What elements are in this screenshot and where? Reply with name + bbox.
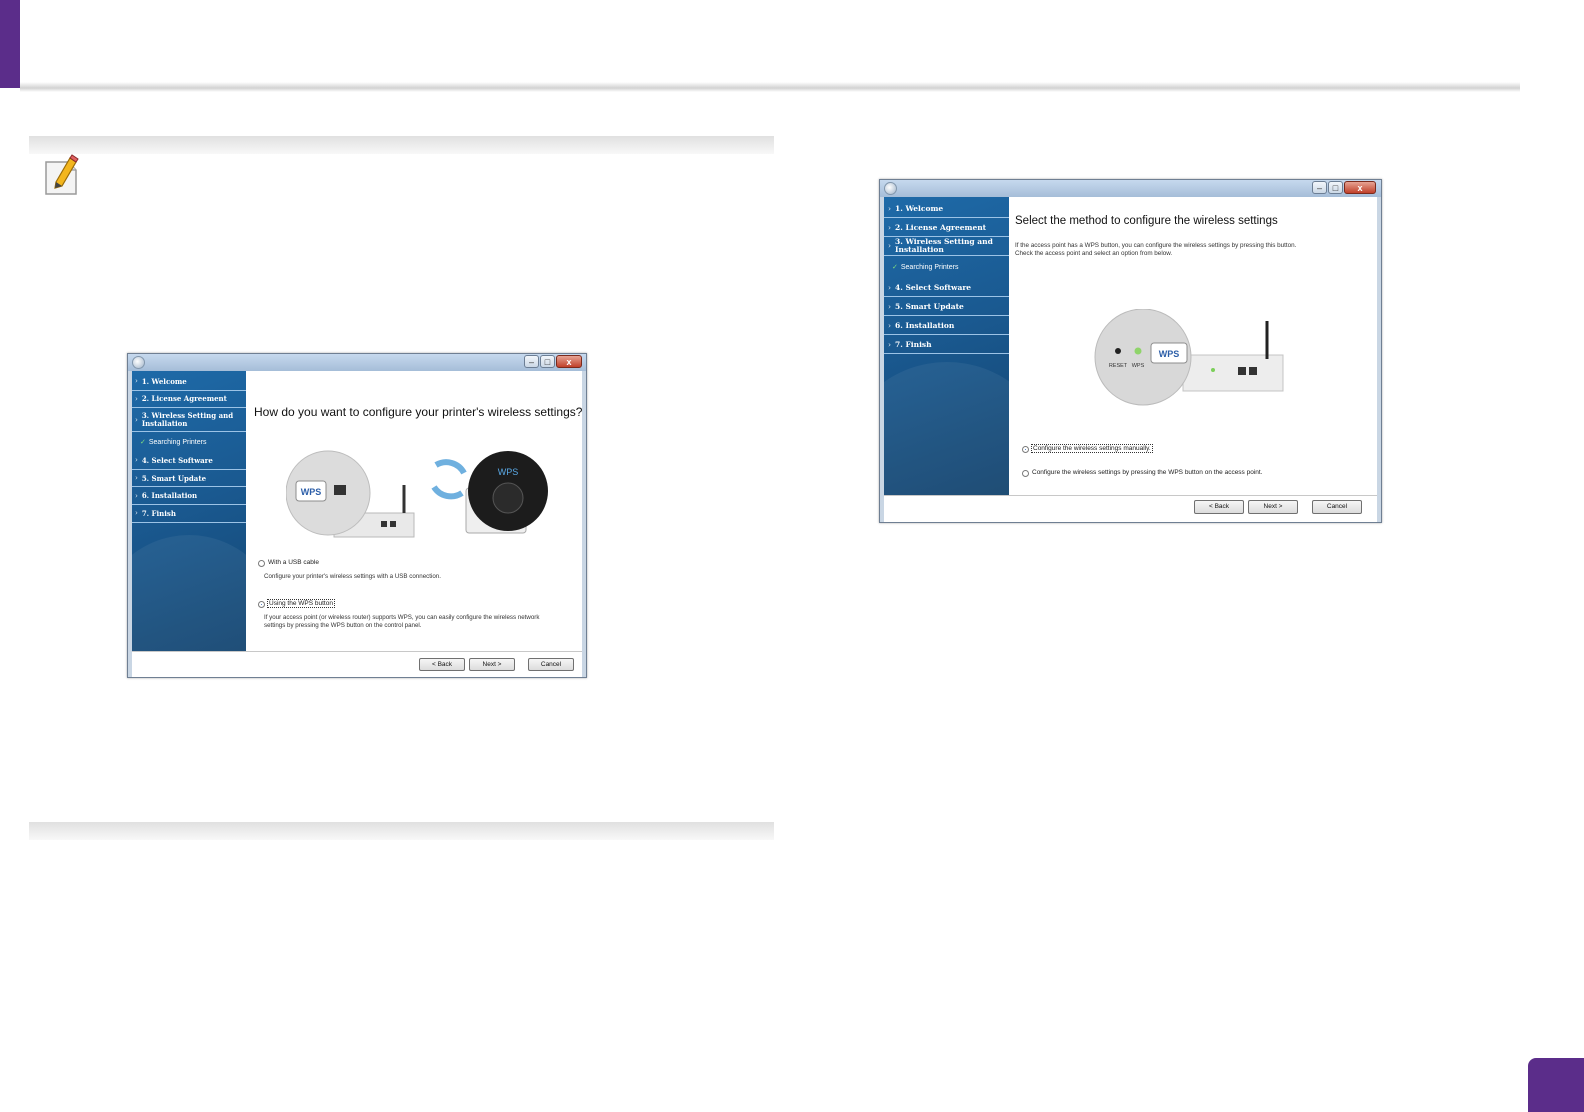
minimize-button[interactable]: – <box>1312 181 1327 194</box>
chevron-right-icon: › <box>888 282 891 292</box>
chevron-right-icon: › <box>135 474 138 483</box>
back-button[interactable]: < Back <box>1194 500 1244 514</box>
sidebar-step-license: › 2. License Agreement <box>132 391 246 409</box>
radio-wps-access-point[interactable] <box>1022 470 1029 477</box>
back-button[interactable]: < Back <box>419 658 465 671</box>
chevron-right-icon: › <box>135 394 138 403</box>
description-line1: If the access point has a WPS button, you can configure the wireless settings by pressing this button. <box>1015 242 1297 249</box>
sidebar-step-welcome: › 1. Welcome <box>884 199 1009 218</box>
wps-led-label: WPS <box>1131 363 1145 369</box>
sidebar-step-smart-update: › 5. Smart Update <box>884 297 1009 316</box>
app-icon <box>884 182 897 195</box>
chevron-right-icon: › <box>888 203 891 213</box>
option-wps-description-line1: If your access point (or wireless router) supports WPS, you can easily configure the wireless network <box>264 614 540 621</box>
sidebar-step-wireless-setting: › 3. Wireless Setting and Installation <box>132 408 246 432</box>
close-button[interactable]: x <box>556 355 582 368</box>
wizard-content <box>246 371 582 651</box>
option-usb-label[interactable]: With a USB cable <box>268 559 319 566</box>
radio-configure-manually[interactable] <box>1022 446 1029 453</box>
page-heading: Select the method to configure the wireless settings <box>1015 215 1278 227</box>
maximize-button[interactable]: □ <box>1328 181 1343 194</box>
wizard-footer <box>884 495 1377 522</box>
wps-key-label: WPS <box>300 487 322 497</box>
sidebar-step-license: › 2. License Agreement <box>884 218 1009 237</box>
maximize-button[interactable]: □ <box>540 355 555 368</box>
page-number-badge <box>1528 1058 1584 1112</box>
radio-usb-cable[interactable] <box>258 560 265 567</box>
wizard-content <box>1009 197 1377 495</box>
sidebar-step-wireless-setting: › 3. Wireless Setting and Installation <box>884 237 1009 256</box>
wizard-footer <box>132 651 582 677</box>
sidebar-substep-searching-printers: ✓ Searching Printers <box>892 263 959 271</box>
page-heading: How do you want to configure your printer's wireless settings? <box>254 405 583 419</box>
sidebar-substep-searching-printers: ✓ Searching Printers <box>140 438 207 447</box>
sidebar-step-welcome: › 1. Welcome <box>132 373 246 391</box>
sidebar-step-finish: › 7. Finish <box>132 505 246 523</box>
chevron-right-icon: › <box>135 415 138 424</box>
chevron-right-icon: › <box>888 339 891 349</box>
option-manual-label[interactable]: Configure the wireless settings manually. <box>1033 445 1151 452</box>
steps-sidebar <box>884 197 1009 497</box>
title-bar[interactable] <box>880 180 1381 197</box>
checkmark-icon: ✓ <box>140 439 146 447</box>
chevron-right-icon: › <box>135 509 138 518</box>
wps-key-label: WPS <box>1158 349 1180 359</box>
option-usb-description: Configure your printer's wireless settings with a USB connection. <box>264 573 441 580</box>
steps-sidebar <box>132 371 246 670</box>
sidebar-step-installation: › 6. Installation <box>132 487 246 505</box>
chapter-color-tab <box>0 0 20 88</box>
option-wps-label[interactable]: Using the WPS button <box>269 600 333 607</box>
reset-label: RESET <box>1108 363 1128 369</box>
wps-circle-label: WPS <box>497 467 519 477</box>
title-bar[interactable] <box>128 354 586 371</box>
wps-illustration <box>286 443 548 548</box>
installer-window-wps-method <box>879 179 1382 523</box>
cancel-button[interactable]: Cancel <box>1312 500 1362 514</box>
sidebar-step-smart-update: › 5. Smart Update <box>132 470 246 488</box>
chevron-right-icon: › <box>888 301 891 311</box>
radio-wps-button[interactable] <box>258 601 265 608</box>
checkmark-icon: ✓ <box>892 264 898 271</box>
description-line2: Check the access point and select an option from below. <box>1015 250 1173 257</box>
chevron-right-icon: › <box>135 456 138 465</box>
chevron-right-icon: › <box>135 491 138 500</box>
chevron-right-icon: › <box>135 377 138 386</box>
next-button[interactable]: Next > <box>1248 500 1298 514</box>
option-wps-label[interactable]: Configure the wireless settings by pressing the WPS button on the access point. <box>1032 469 1263 476</box>
header-rule <box>20 82 1520 92</box>
sidebar-step-finish: › 7. Finish <box>884 335 1009 354</box>
note-section-top-bar <box>29 136 774 154</box>
minimize-button[interactable]: – <box>524 355 539 368</box>
next-button[interactable]: Next > <box>469 658 515 671</box>
access-point-illustration <box>1093 309 1293 409</box>
app-icon <box>132 356 145 369</box>
installer-window-wireless-method <box>127 353 587 678</box>
chevron-right-icon: › <box>888 241 891 250</box>
sidebar-step-select-software: › 4. Select Software <box>132 452 246 470</box>
sidebar-step-select-software: › 4. Select Software <box>884 278 1009 297</box>
cancel-button[interactable]: Cancel <box>528 658 574 671</box>
note-section-bottom-bar <box>29 822 774 840</box>
note-pencil-icon <box>42 154 82 198</box>
chevron-right-icon: › <box>888 320 891 330</box>
sidebar-step-installation: › 6. Installation <box>884 316 1009 335</box>
close-button[interactable]: x <box>1344 181 1376 194</box>
chevron-right-icon: › <box>888 222 891 232</box>
option-wps-description-line2: settings by pressing the WPS button on the control panel. <box>264 622 422 629</box>
